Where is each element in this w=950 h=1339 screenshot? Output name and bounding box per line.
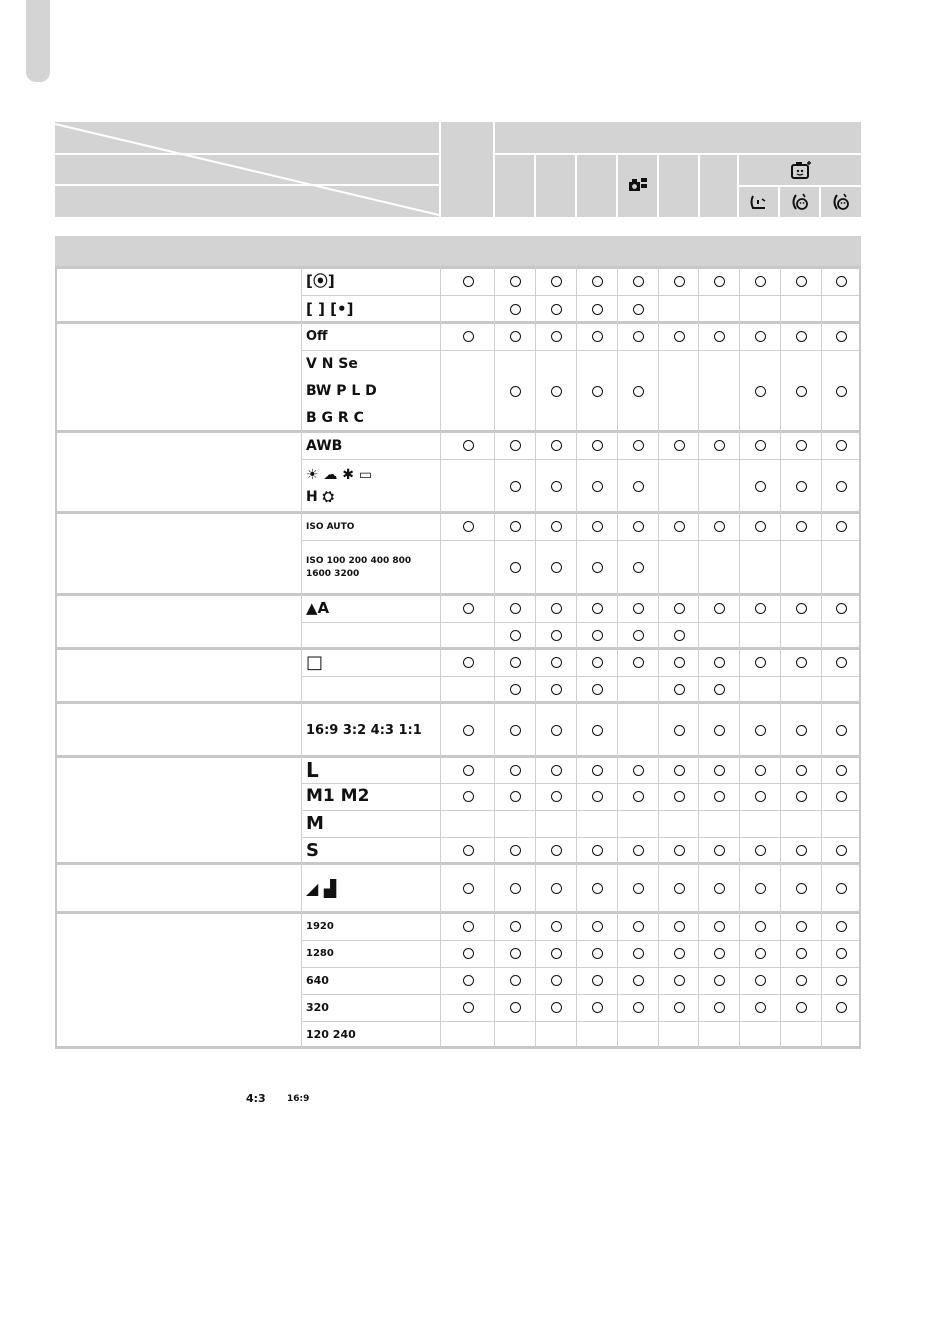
row-icon-label-line: AWB <box>306 437 343 454</box>
available-mark <box>755 975 766 986</box>
available-mark <box>836 725 847 736</box>
available-mark <box>714 521 725 532</box>
available-mark <box>755 845 766 856</box>
row-divider <box>301 459 861 460</box>
available-mark <box>796 948 807 959</box>
available-mark <box>633 562 644 573</box>
row-icon-label <box>306 879 336 899</box>
available-mark <box>510 521 521 532</box>
available-mark <box>755 440 766 451</box>
available-mark <box>836 276 847 287</box>
row-icon-label-line: L <box>306 758 319 782</box>
row-icon-label-line: BW P L D <box>306 382 377 399</box>
available-mark <box>633 276 644 287</box>
available-mark <box>463 948 474 959</box>
available-mark <box>714 975 725 986</box>
available-mark <box>510 921 521 932</box>
available-mark <box>674 725 685 736</box>
available-mark <box>674 791 685 802</box>
available-mark <box>836 883 847 894</box>
available-mark <box>674 948 685 959</box>
available-mark <box>510 975 521 986</box>
available-mark <box>796 521 807 532</box>
available-mark <box>463 521 474 532</box>
row-icon-label <box>306 555 411 581</box>
available-mark <box>633 921 644 932</box>
row-icon-label <box>306 464 372 508</box>
row-divider <box>301 622 861 623</box>
column-divider <box>617 267 618 1049</box>
row-icon-label <box>306 1000 329 1015</box>
row-icon-label <box>306 973 329 988</box>
available-mark <box>592 684 603 695</box>
row-divider <box>301 810 861 811</box>
header-col-2 <box>495 155 534 217</box>
available-mark <box>463 725 474 736</box>
available-mark <box>796 657 807 668</box>
row-divider <box>301 994 861 995</box>
available-mark <box>463 657 474 668</box>
face-self-timer-icon <box>831 192 851 212</box>
available-mark <box>551 276 562 287</box>
row-divider <box>301 783 861 784</box>
row-icon-label-line: Off <box>306 329 328 344</box>
available-mark <box>463 603 474 614</box>
available-mark <box>551 948 562 959</box>
available-mark <box>796 386 807 397</box>
row-icon-label-line: 16:9 3:2 4:3 1:1 <box>306 722 422 738</box>
available-mark <box>510 276 521 287</box>
available-mark <box>510 481 521 492</box>
header-col-9 <box>780 187 819 217</box>
available-mark <box>674 765 685 776</box>
available-mark <box>796 791 807 802</box>
available-mark <box>633 630 644 641</box>
available-mark <box>592 481 603 492</box>
row-icon-label-line: 640 <box>306 974 329 987</box>
available-mark <box>510 725 521 736</box>
row-icon-label-line: ISO 100 200 400 800 <box>306 555 412 566</box>
footnote-aspect-a: 4:3 <box>246 1092 266 1105</box>
available-mark <box>592 657 603 668</box>
available-mark <box>551 521 562 532</box>
available-mark <box>755 657 766 668</box>
available-mark <box>796 765 807 776</box>
row-icon-label-line: ISO AUTO <box>306 521 355 532</box>
available-mark <box>755 603 766 614</box>
available-mark <box>714 725 725 736</box>
available-mark <box>551 883 562 894</box>
available-mark <box>510 948 521 959</box>
available-mark <box>633 948 644 959</box>
available-mark <box>796 481 807 492</box>
available-mark <box>463 921 474 932</box>
group-divider <box>55 647 861 650</box>
available-mark <box>755 1002 766 1013</box>
available-mark <box>836 975 847 986</box>
header-subgroup <box>739 155 861 185</box>
available-mark <box>755 331 766 342</box>
available-mark <box>551 845 562 856</box>
row-icon-label <box>306 522 354 532</box>
available-mark <box>836 845 847 856</box>
row-icon-label-line: ◢ ▟ <box>306 878 337 898</box>
header-col-1 <box>441 122 493 217</box>
available-mark <box>633 765 644 776</box>
available-mark <box>836 481 847 492</box>
available-mark <box>796 845 807 856</box>
available-mark <box>551 657 562 668</box>
available-mark <box>551 562 562 573</box>
header-col-6 <box>659 155 698 217</box>
available-mark <box>592 630 603 641</box>
available-mark <box>755 481 766 492</box>
header-col-3 <box>536 155 575 217</box>
available-mark <box>592 883 603 894</box>
available-mark <box>796 603 807 614</box>
available-mark <box>836 331 847 342</box>
available-mark <box>633 386 644 397</box>
group-divider <box>55 755 861 758</box>
row-icon-label-line: [ ] [•] <box>306 299 354 318</box>
group-divider <box>55 593 861 596</box>
available-mark <box>755 276 766 287</box>
row-icon-label-line: V N Se <box>306 355 358 372</box>
available-mark <box>674 331 685 342</box>
header-col-5 <box>618 155 657 217</box>
column-divider <box>780 267 781 1049</box>
available-mark <box>510 845 521 856</box>
row-icon-label-line: 1280 <box>306 947 334 959</box>
group-divider <box>55 321 861 324</box>
table-right-edge <box>859 267 861 1049</box>
header-diagonal-line <box>55 122 439 217</box>
available-mark <box>463 883 474 894</box>
face-self-timer-group-icon <box>790 160 812 180</box>
group-divider <box>55 511 861 514</box>
header-col-7 <box>700 155 737 217</box>
row-divider <box>301 676 861 677</box>
available-mark <box>714 276 725 287</box>
page-tab-marker <box>26 0 50 82</box>
column-divider <box>440 267 441 1049</box>
available-mark <box>674 883 685 894</box>
available-mark <box>714 684 725 695</box>
row-divider <box>301 940 861 941</box>
row-icon-label-line: M <box>306 812 324 834</box>
available-mark <box>592 386 603 397</box>
available-mark <box>633 883 644 894</box>
row-icon-label <box>306 1027 356 1042</box>
available-mark <box>755 521 766 532</box>
available-mark <box>510 440 521 451</box>
available-mark <box>836 791 847 802</box>
available-mark <box>674 845 685 856</box>
available-mark <box>755 883 766 894</box>
available-mark <box>674 1002 685 1013</box>
row-icon-label <box>306 722 422 739</box>
available-mark <box>796 921 807 932</box>
available-mark <box>551 1002 562 1013</box>
available-mark <box>836 386 847 397</box>
row-icon-label <box>306 920 334 934</box>
column-divider <box>535 267 536 1049</box>
available-mark <box>633 331 644 342</box>
available-mark <box>796 883 807 894</box>
row-icon-label-line: ☀ ☁ ✱ ▭ <box>306 467 373 483</box>
available-mark <box>836 657 847 668</box>
available-mark <box>633 791 644 802</box>
row-icon-label <box>306 437 342 455</box>
row-icon-label-line: [⦿] <box>306 272 335 290</box>
available-mark <box>463 845 474 856</box>
available-mark <box>714 765 725 776</box>
row-divider <box>301 1021 861 1022</box>
row-divider <box>301 967 861 968</box>
row-icon-label-line: ▲A <box>306 599 330 617</box>
group-divider <box>55 911 861 914</box>
row-icon-label <box>306 300 353 319</box>
row-divider <box>301 350 861 351</box>
available-mark <box>510 791 521 802</box>
available-mark <box>755 725 766 736</box>
available-mark <box>674 603 685 614</box>
row-icon-label-line: 320 <box>306 1001 329 1014</box>
row-icon-label <box>306 786 369 807</box>
group-divider <box>55 862 861 865</box>
available-mark <box>633 521 644 532</box>
available-mark <box>510 684 521 695</box>
available-mark <box>463 975 474 986</box>
available-mark <box>836 603 847 614</box>
available-mark <box>510 331 521 342</box>
available-mark <box>796 975 807 986</box>
column-divider <box>494 267 495 1049</box>
available-mark <box>551 603 562 614</box>
available-mark <box>796 725 807 736</box>
available-mark <box>551 630 562 641</box>
available-mark <box>674 975 685 986</box>
available-mark <box>674 630 685 641</box>
available-mark <box>836 921 847 932</box>
available-mark <box>674 921 685 932</box>
column-divider <box>576 267 577 1049</box>
available-mark <box>714 331 725 342</box>
row-icon-label <box>306 351 377 432</box>
face-self-timer-icon <box>790 192 810 212</box>
available-mark <box>633 603 644 614</box>
row-icon-label <box>306 599 329 618</box>
available-mark <box>714 791 725 802</box>
row-icon-label <box>306 758 319 782</box>
available-mark <box>510 304 521 315</box>
available-mark <box>551 791 562 802</box>
available-mark <box>836 521 847 532</box>
available-mark <box>592 791 603 802</box>
available-mark <box>463 331 474 342</box>
row-icon-label <box>306 840 319 862</box>
available-mark <box>633 1002 644 1013</box>
available-mark <box>714 948 725 959</box>
row-icon-label-line: B G R C <box>306 409 364 426</box>
available-mark <box>633 304 644 315</box>
available-mark <box>836 948 847 959</box>
row-icon-label <box>306 328 328 345</box>
available-mark <box>551 921 562 932</box>
available-mark <box>755 791 766 802</box>
header-group <box>495 122 861 153</box>
row-icon-label-line: S <box>306 839 319 861</box>
row-icon-label <box>306 652 323 674</box>
available-mark <box>674 440 685 451</box>
group-divider <box>55 1046 861 1049</box>
footnote-aspect-b: 16:9 <box>287 1094 310 1104</box>
available-mark <box>714 440 725 451</box>
header-col-10 <box>821 187 861 217</box>
available-mark <box>633 657 644 668</box>
table-header <box>55 122 861 217</box>
available-mark <box>714 1002 725 1013</box>
available-mark <box>510 1002 521 1013</box>
available-mark <box>836 440 847 451</box>
available-mark <box>510 562 521 573</box>
available-mark <box>592 276 603 287</box>
column-divider <box>698 267 699 1049</box>
available-mark <box>510 883 521 894</box>
available-mark <box>836 1002 847 1013</box>
row-divider <box>301 540 861 541</box>
row-icon-label-line: M1 M2 <box>306 786 370 806</box>
available-mark <box>714 657 725 668</box>
available-mark <box>796 1002 807 1013</box>
table-left-edge <box>55 267 57 1049</box>
available-mark <box>796 440 807 451</box>
available-mark <box>633 440 644 451</box>
available-mark <box>551 684 562 695</box>
available-mark <box>755 948 766 959</box>
available-mark <box>551 725 562 736</box>
row-icon-label-line: H ⛭ <box>306 489 334 505</box>
row-icon-label-line: 1920 <box>306 920 334 932</box>
column-divider <box>658 267 659 1049</box>
row-icon-label-line: □ <box>306 651 324 673</box>
available-mark <box>592 975 603 986</box>
row-divider <box>301 295 861 296</box>
available-mark <box>836 765 847 776</box>
available-mark <box>592 1002 603 1013</box>
available-mark <box>796 331 807 342</box>
camera-stitch-icon <box>628 177 648 193</box>
section-band <box>55 236 861 267</box>
available-mark <box>714 921 725 932</box>
available-mark <box>510 765 521 776</box>
available-mark <box>551 975 562 986</box>
row-icon-label <box>306 272 335 291</box>
available-mark <box>674 684 685 695</box>
column-divider <box>821 267 822 1049</box>
available-mark <box>674 657 685 668</box>
available-mark <box>674 276 685 287</box>
available-mark <box>592 765 603 776</box>
available-mark <box>714 603 725 614</box>
available-mark <box>463 765 474 776</box>
available-mark <box>463 791 474 802</box>
available-mark <box>714 845 725 856</box>
available-mark <box>592 845 603 856</box>
available-mark <box>755 921 766 932</box>
available-mark <box>510 630 521 641</box>
row-icon-label <box>306 813 324 835</box>
available-mark <box>551 304 562 315</box>
available-mark <box>633 975 644 986</box>
row-icon-label-line: 1600 3200 <box>306 568 360 579</box>
available-mark <box>592 304 603 315</box>
available-mark <box>592 948 603 959</box>
header-col-4 <box>577 155 616 217</box>
group-divider <box>55 430 861 433</box>
available-mark <box>463 440 474 451</box>
group-divider <box>55 701 861 704</box>
group-divider <box>55 266 861 269</box>
column-divider <box>739 267 740 1049</box>
available-mark <box>551 440 562 451</box>
row-icon-label <box>306 947 334 961</box>
available-mark <box>463 1002 474 1013</box>
available-mark <box>592 521 603 532</box>
wink-self-timer-icon <box>749 193 769 211</box>
available-mark <box>633 481 644 492</box>
available-mark <box>551 386 562 397</box>
available-mark <box>592 331 603 342</box>
header-col-8 <box>739 187 778 217</box>
available-mark <box>551 765 562 776</box>
available-mark <box>796 276 807 287</box>
available-mark <box>463 276 474 287</box>
row-icon-label-line: 120 240 <box>306 1028 356 1041</box>
label-column-divider <box>301 267 302 1049</box>
available-mark <box>551 331 562 342</box>
available-mark <box>592 725 603 736</box>
available-mark <box>510 603 521 614</box>
available-mark <box>592 921 603 932</box>
available-mark <box>755 386 766 397</box>
row-divider <box>301 837 861 838</box>
available-mark <box>633 845 644 856</box>
available-mark <box>674 521 685 532</box>
available-mark <box>592 562 603 573</box>
available-mark <box>755 765 766 776</box>
available-mark <box>592 440 603 451</box>
available-mark <box>592 603 603 614</box>
available-mark <box>510 657 521 668</box>
available-mark <box>714 883 725 894</box>
available-mark <box>551 481 562 492</box>
available-mark <box>510 386 521 397</box>
